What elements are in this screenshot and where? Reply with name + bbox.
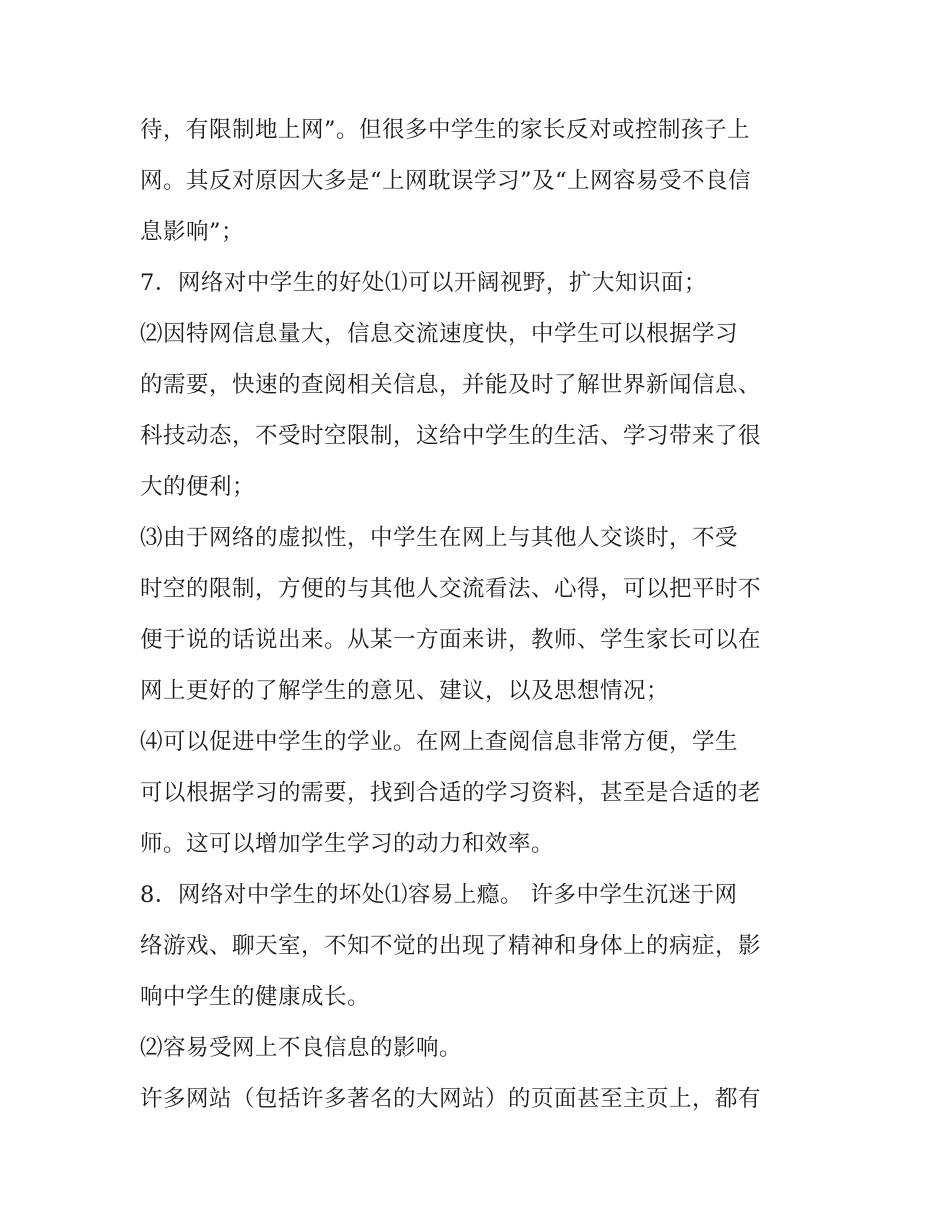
text-line: 便于说的话说出来。从某一方面来讲，教师、学生家长可以在 bbox=[140, 627, 762, 653]
text-line: 科技动态，不受时空限制，这给中学生的生活、学习带来了很 bbox=[140, 423, 762, 449]
text-line: 响中学生的健康成长。 bbox=[140, 984, 371, 1010]
text-line: ⑶由于网络的虚拟性，中学生在网上与其他人交谈时，不受 bbox=[140, 525, 739, 551]
text-line: 络游戏、聊天室，不知不觉的出现了精神和身体上的病症，影 bbox=[140, 933, 762, 959]
text-line: 待，有限制地上网”。但很多中学生的家长反对或控制孩子上 bbox=[140, 117, 751, 143]
text-line: ⑵因特网信息量大，信息交流速度快，中学生可以根据学习 bbox=[140, 321, 739, 347]
text-line: 的需要，快速的查阅相关信息，并能及时了解世界新闻信息、 bbox=[140, 372, 762, 398]
text-line: 时空的限制，方便的与其他人交流看法、心得，可以把平时不 bbox=[140, 576, 762, 602]
text-line: 网上更好的了解学生的意见、建议，以及思想情况； bbox=[140, 678, 670, 704]
text-line: 师。这可以增加学生学习的动力和效率。 bbox=[140, 831, 555, 857]
text-line: 可以根据学习的需要，找到合适的学习资料，甚至是合适的老 bbox=[140, 780, 762, 806]
text-line: ⑵容易受网上不良信息的影响。 bbox=[140, 1035, 463, 1061]
text-line: 许多网站（包括许多著名的大网站）的页面甚至主页上，都有 bbox=[140, 1086, 762, 1112]
text-line: 大的便利； bbox=[140, 474, 256, 500]
text-line: 息影响”； bbox=[140, 219, 245, 245]
text-line: 7．网络对中学生的好处⑴可以开阔视野，扩大知识面； bbox=[140, 270, 707, 296]
text-line: 8．网络对中学生的坏处⑴容易上瘾。 许多中学生沉迷于网 bbox=[140, 882, 738, 908]
text-line: ⑷可以促进中学生的学业。在网上查阅信息非常方便，学生 bbox=[140, 729, 739, 755]
body-text bbox=[140, 105, 820, 1125]
text-line: 网。其反对原因大多是“上网耽误学习”及“上网容易受不良信 bbox=[140, 168, 752, 194]
